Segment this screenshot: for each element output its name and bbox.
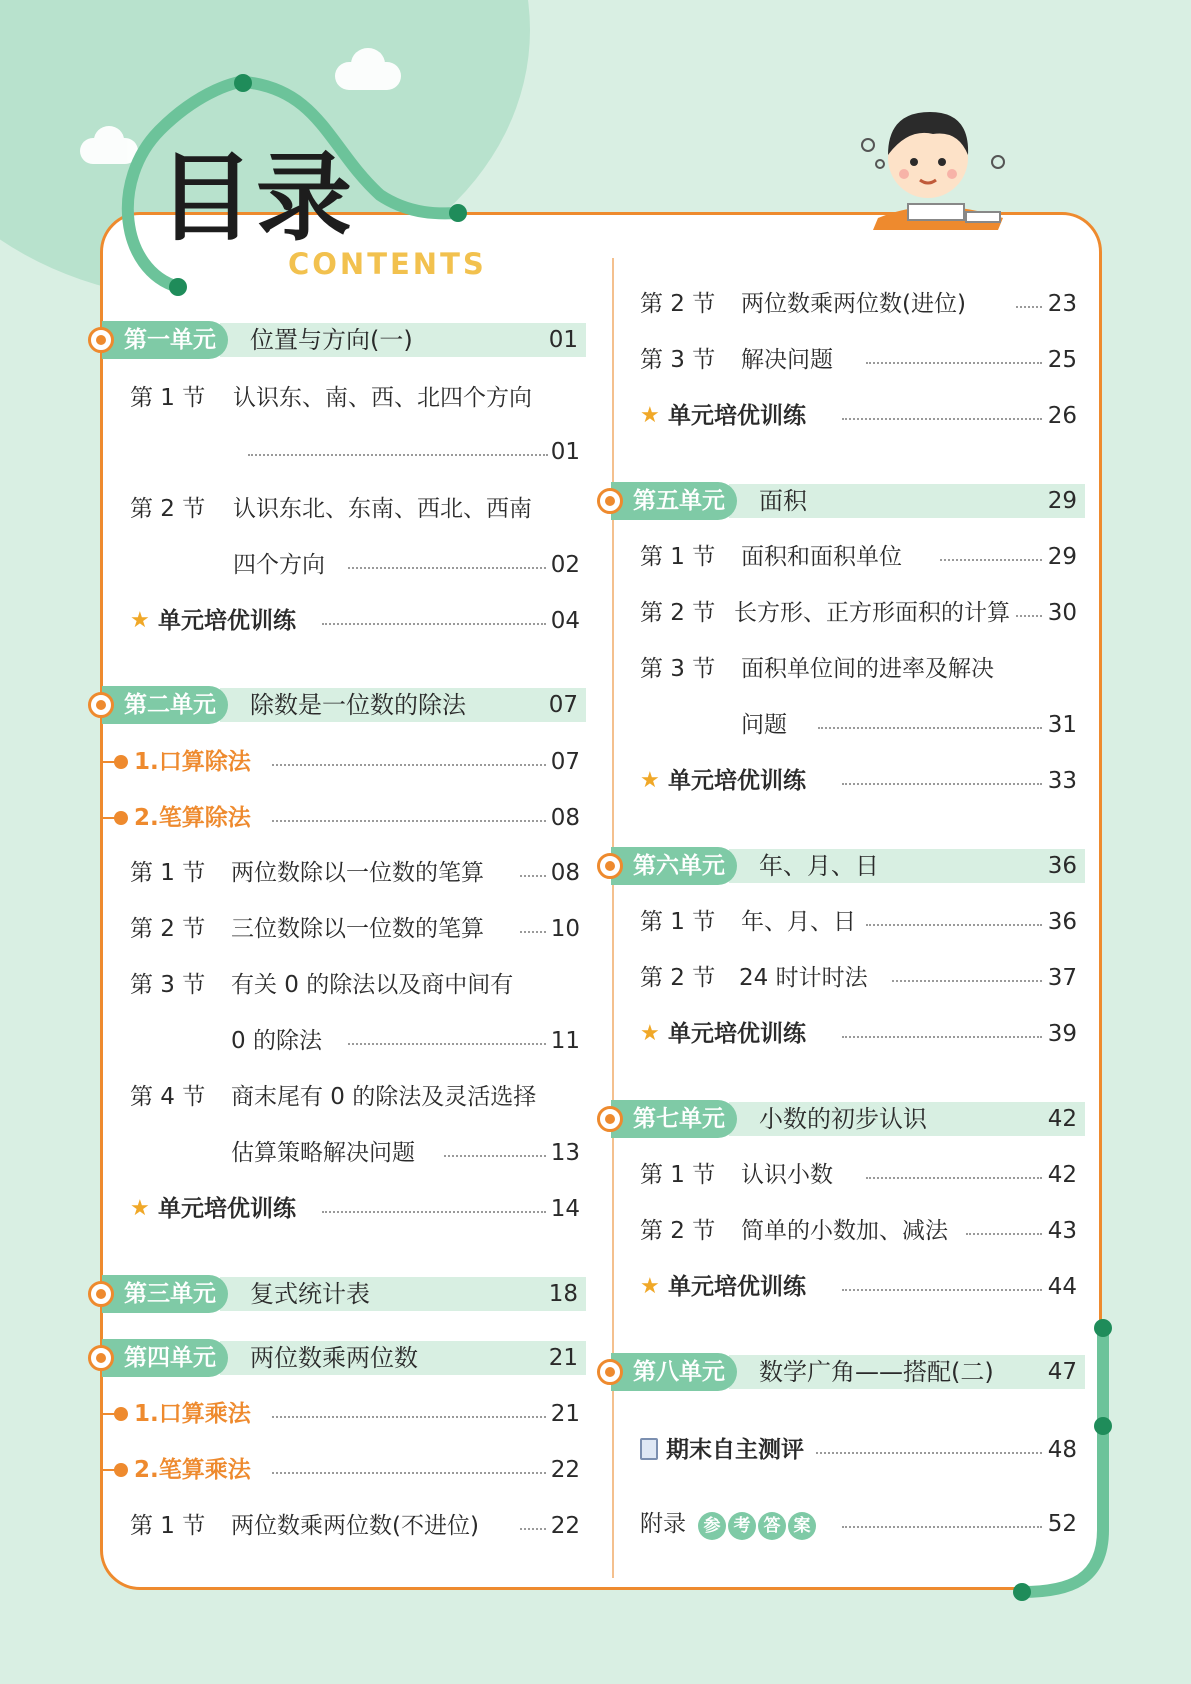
toc-entry[interactable] — [130, 965, 580, 1005]
unit-marker-icon — [597, 1359, 623, 1385]
section-title: 长方形、正方形面积的计算 — [734, 600, 1010, 626]
section-title: 商末尾有 0 的除法及灵活选择 — [231, 1084, 537, 1110]
dot-leader — [966, 1211, 1042, 1235]
unit-tag: 第三单元 — [102, 1275, 228, 1313]
unit-header-1[interactable] — [88, 321, 586, 359]
toc-entry[interactable] — [640, 537, 1077, 577]
dot-leader — [272, 798, 546, 822]
toc-entry[interactable] — [130, 489, 580, 529]
unit-title: 位置与方向(一) — [250, 326, 413, 354]
page-number: 14 — [550, 1196, 580, 1222]
page-number: 25 — [1047, 347, 1077, 373]
unit-tag: 第八单元 — [611, 1353, 737, 1391]
dot-leader — [842, 1504, 1042, 1528]
toc-entry-continuation[interactable] — [130, 1021, 580, 1061]
page-number: 23 — [1047, 291, 1077, 317]
unit-marker-icon — [88, 1345, 114, 1371]
page-number: 31 — [1047, 712, 1077, 738]
section-title: 认识小数 — [741, 1162, 833, 1188]
dot-leader — [940, 537, 1042, 561]
page-subtitle: CONTENTS — [288, 247, 487, 281]
section-title: 面积和面积单位 — [741, 544, 902, 570]
page-number: 39 — [1047, 1021, 1077, 1047]
bullet-icon — [114, 811, 128, 825]
dot-leader — [818, 705, 1042, 729]
page-number: 21 — [550, 1401, 580, 1427]
star-icon: ★ — [640, 1274, 660, 1299]
answer-badge: 考 — [728, 1512, 756, 1540]
dot-leader — [866, 1155, 1042, 1179]
dot-leader — [892, 958, 1042, 982]
section-title: 简单的小数加、减法 — [741, 1218, 948, 1244]
unit-tag: 第四单元 — [102, 1339, 228, 1377]
toc-entry-topic[interactable] — [110, 1394, 580, 1434]
training-title: 单元培优训练 — [668, 1021, 806, 1047]
section-title-line2: 问题 — [741, 712, 787, 738]
unit-title: 面积 — [759, 487, 807, 515]
star-icon: ★ — [640, 403, 660, 428]
unit-page: 29 — [1047, 488, 1077, 514]
star-icon: ★ — [130, 1196, 150, 1221]
page-title: 目录 — [158, 142, 354, 254]
section-label: 第 4 节 — [130, 1084, 206, 1110]
section-label: 第 1 节 — [130, 1513, 206, 1539]
unit-title: 两位数乘两位数 — [250, 1344, 418, 1372]
topic-title: 2.笔算除法 — [134, 805, 251, 831]
toc-entry-training[interactable] — [640, 396, 1077, 436]
unit-title: 除数是一位数的除法 — [250, 691, 466, 719]
toc-entry-training[interactable] — [640, 761, 1077, 801]
star-icon: ★ — [640, 768, 660, 793]
section-label: 第 1 节 — [640, 1162, 716, 1188]
unit-tag: 第七单元 — [611, 1100, 737, 1138]
toc-entry[interactable] — [640, 902, 1077, 942]
dot-leader — [272, 1450, 546, 1474]
answer-badge: 参 — [698, 1512, 726, 1540]
training-title: 单元培优训练 — [668, 768, 806, 794]
toc-entry[interactable] — [130, 1506, 580, 1546]
section-label: 第 1 节 — [640, 909, 716, 935]
toc-entry-final-test[interactable] — [640, 1430, 1077, 1470]
toc-entry-training[interactable] — [130, 1189, 580, 1229]
toc-entry[interactable] — [640, 958, 1077, 998]
dot-leader — [520, 853, 546, 877]
bullet-icon — [114, 1407, 128, 1421]
page-number: 44 — [1047, 1274, 1077, 1300]
toc-entry-topic[interactable] — [110, 742, 580, 782]
unit-marker-icon — [88, 692, 114, 718]
unit-marker-icon — [597, 1106, 623, 1132]
unit-title: 复式统计表 — [250, 1280, 370, 1308]
dot-leader — [322, 1189, 546, 1213]
star-icon: ★ — [640, 1021, 660, 1046]
toc-entry[interactable] — [130, 909, 580, 949]
page-number: 43 — [1047, 1218, 1077, 1244]
topic-title: 1.口算乘法 — [134, 1401, 251, 1427]
section-label: 第 1 节 — [640, 544, 716, 570]
toc-entry-topic[interactable] — [110, 1450, 580, 1490]
section-label: 第 2 节 — [640, 291, 716, 317]
unit-header-6[interactable] — [597, 847, 1085, 885]
toc-entry-training[interactable] — [640, 1267, 1077, 1307]
toc-entry[interactable] — [640, 340, 1077, 380]
page-number: 52 — [1047, 1511, 1077, 1537]
dot-leader — [842, 396, 1042, 420]
section-label: 第 1 节 — [130, 385, 206, 411]
page-number: 30 — [1047, 600, 1077, 626]
toc-entry-training[interactable] — [640, 1014, 1077, 1054]
toc-entry-training[interactable] — [130, 601, 580, 641]
section-title: 有关 0 的除法以及商中间有 — [231, 972, 514, 998]
training-title: 单元培优训练 — [158, 1196, 296, 1222]
unit-page: 21 — [548, 1345, 578, 1371]
section-title: 两位数乘两位数(进位) — [741, 291, 966, 317]
unit-marker-icon — [597, 488, 623, 514]
toc-entry-topic[interactable] — [110, 798, 580, 838]
toc-entry[interactable] — [640, 1155, 1077, 1195]
section-title: 认识东、南、西、北四个方向 — [233, 385, 532, 411]
section-title-line2: 0 的除法 — [231, 1028, 322, 1054]
unit-tag: 第一单元 — [102, 321, 228, 359]
unit-page: 18 — [548, 1281, 578, 1307]
page-number: 22 — [550, 1513, 580, 1539]
dot-leader — [520, 909, 546, 933]
page-number: 02 — [550, 552, 580, 578]
dot-leader — [272, 742, 546, 766]
page-number: 22 — [550, 1457, 580, 1483]
unit-header-4[interactable] — [88, 1339, 586, 1377]
section-title: 面积单位间的进率及解决 — [741, 656, 994, 682]
dot-leader — [816, 1430, 1042, 1454]
dot-leader — [348, 545, 546, 569]
topic-title: 2.笔算乘法 — [134, 1457, 251, 1483]
toc-entry-continuation[interactable] — [640, 705, 1077, 745]
toc-entry[interactable] — [130, 853, 580, 893]
training-title: 单元培优训练 — [158, 608, 296, 634]
dot-leader — [272, 1394, 546, 1418]
page-number: 01 — [550, 439, 580, 465]
unit-marker-icon — [597, 853, 623, 879]
bullet-icon — [114, 1463, 128, 1477]
page-number: 07 — [550, 749, 580, 775]
unit-header-3[interactable] — [88, 1275, 586, 1313]
appendix-label: 附录 — [640, 1511, 686, 1537]
section-label: 第 3 节 — [130, 972, 206, 998]
page-number: 10 — [550, 916, 580, 942]
unit-marker-icon — [88, 1281, 114, 1307]
section-label: 第 2 节 — [640, 1218, 716, 1244]
dot-leader — [842, 761, 1042, 785]
section-title: 年、月、日 — [741, 909, 856, 935]
unit-page: 01 — [548, 327, 578, 353]
section-title: 解决问题 — [741, 347, 833, 373]
topic-title: 1.口算除法 — [134, 749, 251, 775]
unit-page: 47 — [1047, 1359, 1077, 1385]
unit-tag: 第二单元 — [102, 686, 228, 724]
answer-badge: 答 — [758, 1512, 786, 1540]
bullet-icon — [114, 755, 128, 769]
page-number: 26 — [1047, 403, 1077, 429]
dot-leader — [1016, 284, 1042, 308]
page-number: 37 — [1047, 965, 1077, 991]
dot-leader — [842, 1267, 1042, 1291]
unit-page: 07 — [548, 692, 578, 718]
dot-leader — [866, 340, 1042, 364]
training-title: 单元培优训练 — [668, 403, 806, 429]
dot-leader — [866, 902, 1042, 926]
section-label: 第 3 节 — [640, 656, 716, 682]
section-label: 第 2 节 — [130, 916, 206, 942]
section-label: 第 2 节 — [640, 600, 716, 626]
toc-entry[interactable] — [640, 649, 1077, 689]
section-title: 两位数乘两位数(不进位) — [231, 1513, 479, 1539]
unit-title: 小数的初步认识 — [759, 1105, 927, 1133]
page-number: 04 — [550, 608, 580, 634]
unit-tag: 第五单元 — [611, 482, 737, 520]
dot-leader — [444, 1133, 546, 1157]
dot-leader — [520, 1506, 546, 1530]
toc-entry[interactable] — [130, 378, 580, 418]
cloud-decoration — [80, 138, 138, 164]
dot-leader — [248, 432, 548, 456]
unit-header-7[interactable] — [597, 1100, 1085, 1138]
page-number: 36 — [1047, 909, 1077, 935]
star-icon: ★ — [130, 608, 150, 633]
toc-entry[interactable] — [640, 593, 1077, 633]
unit-title: 数学广角——搭配(二) — [759, 1358, 994, 1386]
toc-entry-continuation[interactable] — [130, 1133, 580, 1173]
unit-page: 36 — [1047, 853, 1077, 879]
page-number: 08 — [550, 805, 580, 831]
unit-header-5[interactable] — [597, 482, 1085, 520]
dot-leader — [348, 1021, 546, 1045]
answer-badge: 案 — [788, 1512, 816, 1540]
cloud-decoration — [335, 62, 401, 90]
page-number: 48 — [1047, 1437, 1077, 1463]
toc-entry-appendix[interactable] — [640, 1504, 1077, 1544]
toc-entry-continuation[interactable] — [130, 432, 580, 472]
toc-entry[interactable] — [640, 1211, 1077, 1251]
section-title-line2: 估算策略解决问题 — [231, 1140, 415, 1166]
training-title: 单元培优训练 — [668, 1274, 806, 1300]
page-number: 29 — [1047, 544, 1077, 570]
unit-header-2[interactable] — [88, 686, 586, 724]
book-icon — [640, 1438, 658, 1460]
dot-leader — [322, 601, 546, 625]
page-number: 08 — [550, 860, 580, 886]
dot-leader — [1016, 593, 1042, 617]
unit-header-8[interactable] — [597, 1353, 1085, 1391]
boy-reading-illustration — [858, 100, 1008, 240]
unit-title: 年、月、日 — [759, 852, 879, 880]
section-label: 第 1 节 — [130, 860, 206, 886]
unit-page: 42 — [1047, 1106, 1077, 1132]
section-label: 第 2 节 — [640, 965, 716, 991]
section-title: 三位数除以一位数的笔算 — [231, 916, 484, 942]
section-title: 两位数除以一位数的笔算 — [231, 860, 484, 886]
page-number: 33 — [1047, 768, 1077, 794]
page-number: 13 — [550, 1140, 580, 1166]
toc-entry-continuation[interactable] — [130, 545, 580, 585]
section-title: 24 时计时法 — [739, 965, 868, 991]
dot-leader — [842, 1014, 1042, 1038]
section-label: 第 3 节 — [640, 347, 716, 373]
section-title-line2: 四个方向 — [233, 552, 325, 578]
page-number: 42 — [1047, 1162, 1077, 1188]
page-number: 11 — [550, 1028, 580, 1054]
unit-marker-icon — [88, 327, 114, 353]
answer-key-badges — [698, 1504, 818, 1544]
section-label: 第 2 节 — [130, 496, 206, 522]
final-test-title: 期末自主测评 — [666, 1437, 804, 1463]
toc-entry[interactable] — [130, 1077, 580, 1117]
toc-entry[interactable] — [640, 284, 1077, 324]
section-title: 认识东北、东南、西北、西南 — [233, 496, 532, 522]
unit-tag: 第六单元 — [611, 847, 737, 885]
